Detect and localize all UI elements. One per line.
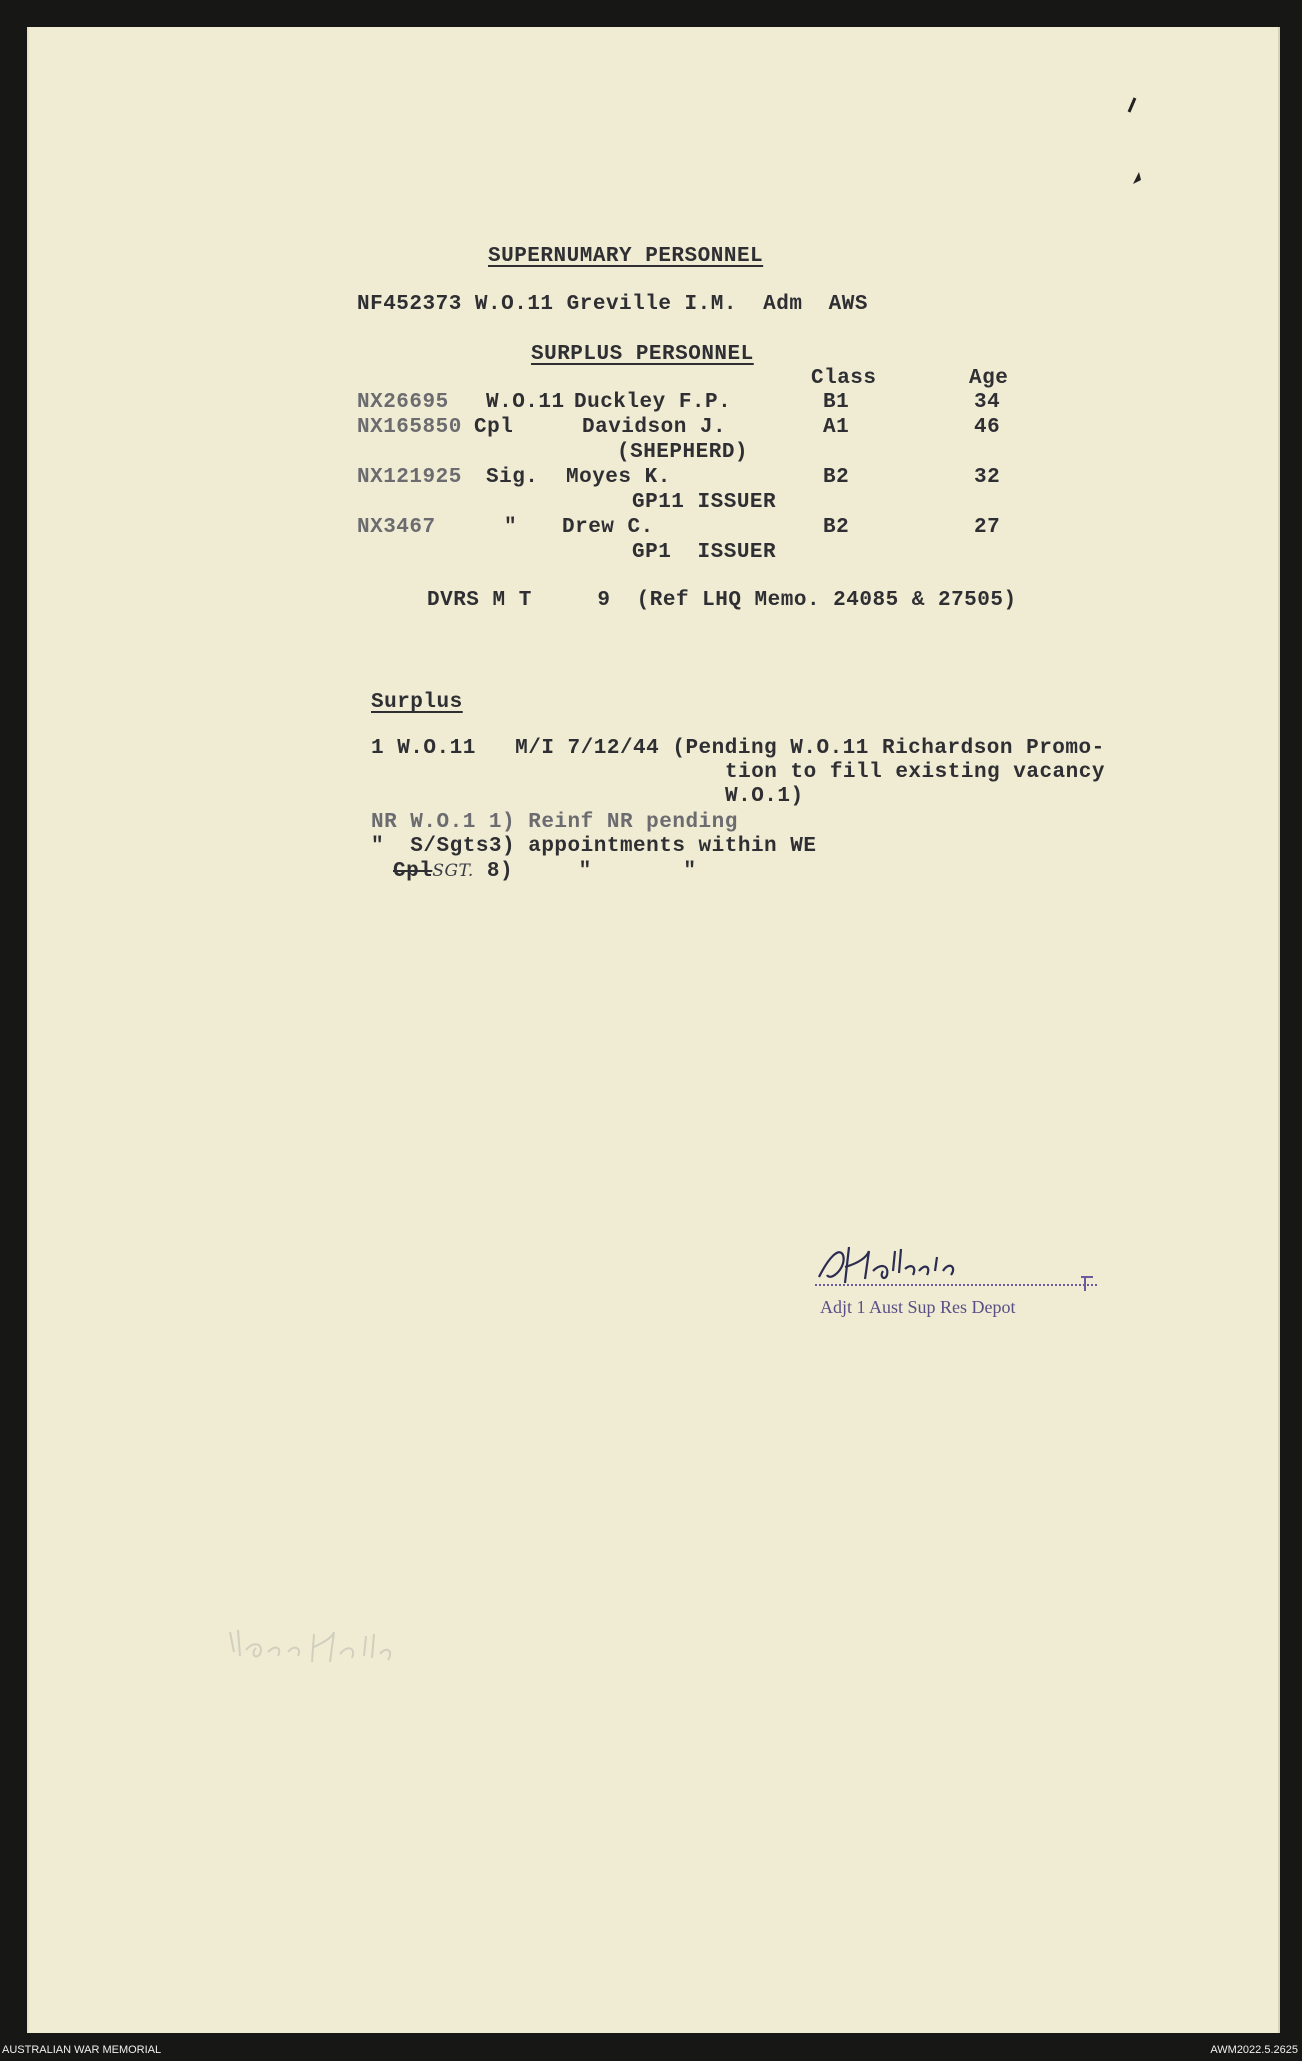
footer-right: AWM2022.5.2625 <box>1210 2044 1298 2056</box>
service-number: NX121925 <box>357 466 462 489</box>
signature-icon <box>809 1227 1109 1297</box>
nr-line-corrected <box>393 859 697 884</box>
medical-class: B2 <box>823 516 850 539</box>
age-value: 46 <box>974 416 1001 439</box>
age-value: 27 <box>974 516 1001 539</box>
surplus-line: W.O.1) <box>725 785 804 808</box>
service-number: NX165850 <box>357 416 462 439</box>
person-name: Moyes K. <box>566 466 671 489</box>
row-note: GP1 ISSUER <box>632 541 777 564</box>
rank: Sig. <box>486 466 539 489</box>
surplus-line: tion to fill existing vacancy <box>725 761 1105 784</box>
service-number: NX26695 <box>357 391 449 414</box>
surplus-heading: Surplus <box>371 691 463 714</box>
document-page <box>27 27 1280 2033</box>
struck-rank: Cpl <box>393 860 433 883</box>
rank: Cpl <box>474 416 514 439</box>
column-header-class: Class <box>811 367 877 390</box>
footer-left: AUSTRALIAN WAR MEMORIAL <box>2 2044 162 2056</box>
medical-class: A1 <box>823 416 850 439</box>
signature-stamp: Adjt 1 Aust Sup Res Depot <box>820 1297 1016 1317</box>
service-number: NX3467 <box>357 516 436 539</box>
person-name: Drew C. <box>562 516 654 539</box>
column-header-age: Age <box>969 367 1009 390</box>
row-note: (SHEPHERD) <box>617 441 749 464</box>
nr-line: " S/Sgts3) appointments within WE <box>371 835 817 858</box>
row-note: GP11 ISSUER <box>632 491 777 514</box>
drivers-line: DVRS M T 9 (Ref LHQ Memo. 24085 & 27505) <box>427 589 1017 612</box>
age-value: 32 <box>974 466 1001 489</box>
handwritten-correction: SGT. <box>432 861 474 881</box>
rank: " <box>504 516 518 539</box>
pencil-mark-icon <box>1119 92 1159 202</box>
nr-line: NR W.O.1 1) Reinf NR pending <box>371 811 738 834</box>
supernumerary-entry: NF452373 W.O.11 Greville I.M. Adm AWS <box>357 293 868 316</box>
surplus-line: 1 W.O.11 M/I 7/12/44 (Pending W.O.11 Richardson Promo- <box>371 737 1105 760</box>
supernumerary-heading: SUPERNUMARY PERSONNEL <box>488 245 764 268</box>
medical-class: B2 <box>823 466 850 489</box>
rank: W.O.11 <box>486 391 565 414</box>
surplus-personnel-heading: SURPLUS PERSONNEL <box>531 343 754 366</box>
age-value: 34 <box>974 391 1001 414</box>
person-name: Davidson J. <box>582 416 727 439</box>
medical-class: B1 <box>823 391 850 414</box>
ghost-signature-icon <box>224 1622 424 1672</box>
person-name: Duckley F.P. <box>574 391 732 414</box>
nr-line-rest: 8) " " <box>473 860 697 883</box>
